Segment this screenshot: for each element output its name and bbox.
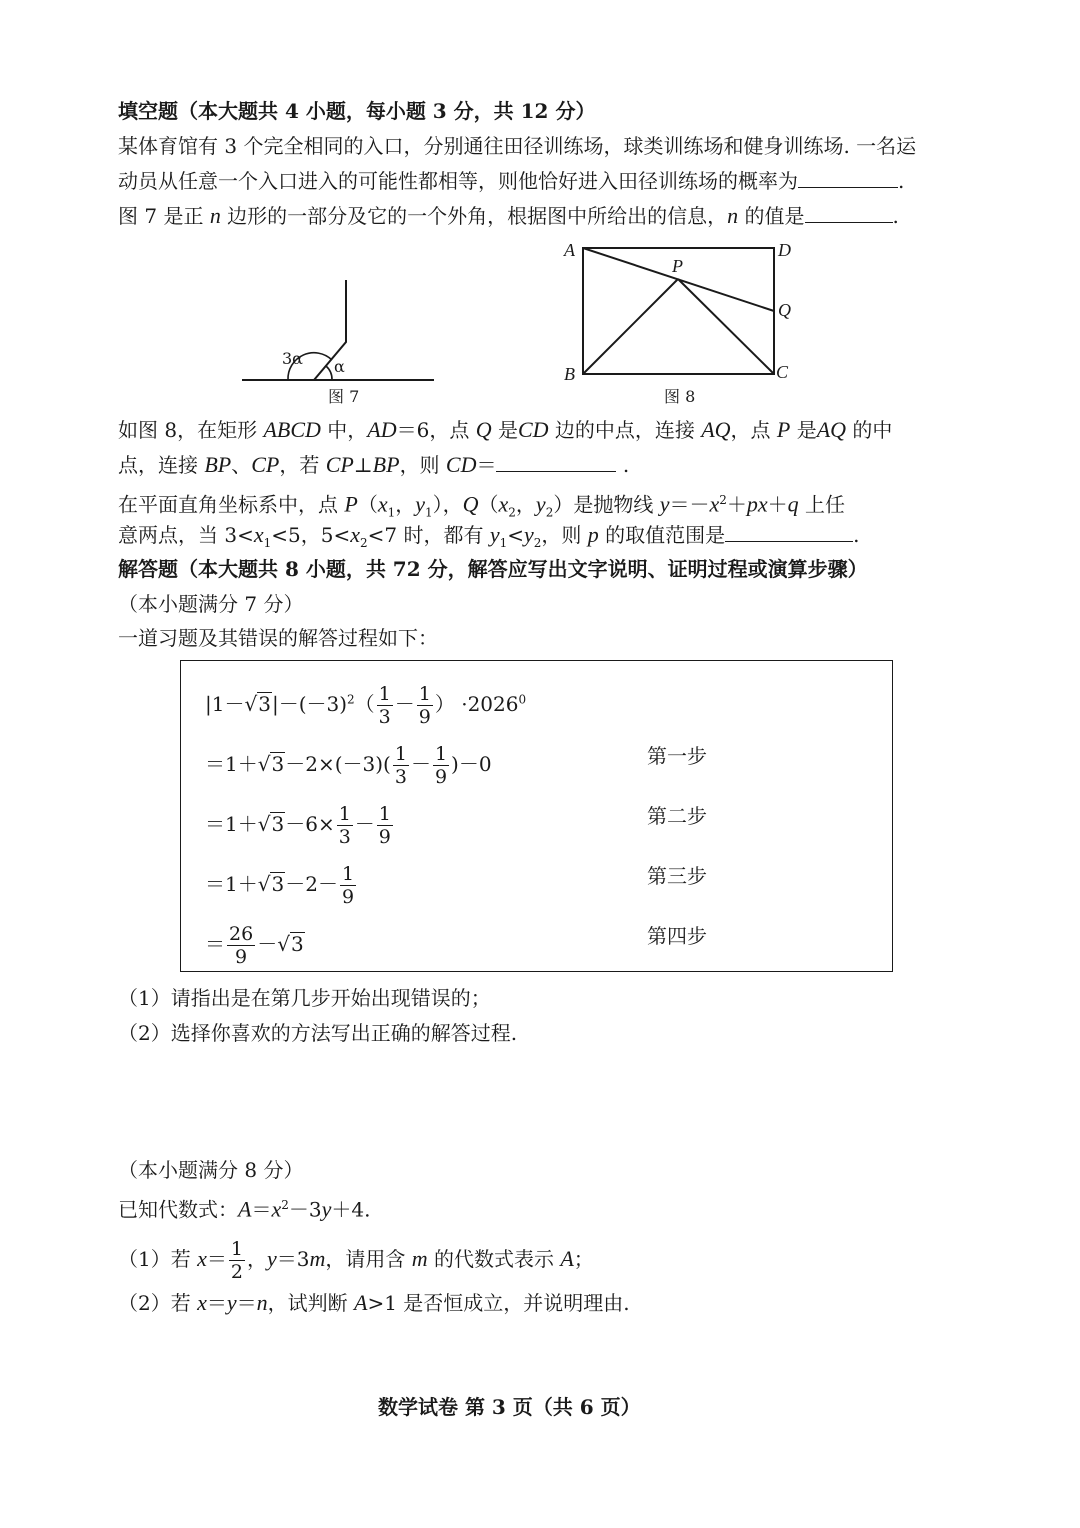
solution-step-4: ＝ $\frac{26}{9}$ －√3 (205, 923, 304, 968)
fig8-segment-bp (583, 279, 678, 374)
fig8-caption: 图 8 (664, 387, 696, 406)
question-3-line-1: 如图 8，在矩形 ABCD 中，AD＝6，点 Q 是CD 边的中点，连接 AQ，点 P 是AQ 的中 (118, 417, 893, 442)
solution-step-1: ＝1＋√3－2×(－3)( $\frac{1}{3}$ － $\frac{1}{9}$ )－0 (205, 743, 492, 788)
answer-blank (496, 453, 616, 472)
fig8-label-q: Q (778, 300, 791, 320)
fig8-label-a: A (564, 240, 575, 260)
question-18-part-2: （2）若 x＝y＝n，试判断 A>1 是否恒成立，并说明理由. (118, 1290, 630, 1315)
answer-blank (725, 523, 853, 542)
question-17-part-2: （2）选择你喜欢的方法写出正确的解答过程. (118, 1021, 518, 1045)
question-18-part-1: （1）若 x＝ $\frac{1}{2}$ ，y＝3m，请用含 m 的代数式表示 A； (118, 1238, 594, 1283)
fig8-label-c: C (776, 362, 789, 382)
fig8-label-d: D (778, 240, 791, 260)
step-label-1: 第一步 (647, 744, 707, 768)
fig7-label-3alpha: 3α (282, 349, 303, 368)
fig7-caption: 图 7 (328, 387, 360, 406)
figure-7 (236, 272, 446, 408)
question-4-line-1: 在平面直角坐标系中，点 $P(x_1$，$y_1$），$Q(x_2$，$y_2$）是抛物线 $y=-x^2+px+q$ 上任 (118, 491, 845, 520)
question-4-line-2: 意两点，当 $3<x_1<5$，$5<x_2<7$ 时，都有 $y_1<y_2$，则 p 的取值范围是 . (118, 522, 860, 550)
step-label-2: 第二步 (647, 804, 707, 828)
question-17-part-1: （1）请指出是在第几步开始出现错误的； (118, 986, 491, 1010)
page-footer: 数学试卷 第 3 页（共 6 页） (378, 1395, 641, 1419)
figure-8 (556, 236, 806, 408)
question-2: 图 7 是正 n 边形的一部分及它的一个外角，根据图中所给出的信息，n 的值是 . (118, 203, 899, 228)
question-1-line-1: 某体育馆有 3 个完全相同的入口，分别通往田径训练场，球类训练场和健身训练场. 一名运 (118, 134, 917, 158)
answer-blank (798, 169, 898, 188)
fig7-arc-small (326, 366, 332, 380)
question-3-line-2: 点，连接 BP、CP，若 CP⊥BP，则 CD＝ . (118, 452, 630, 477)
fig8-label-p: P (672, 256, 683, 276)
solution-step-2: ＝1＋√3－6× $\frac{1}{3}$ － $\frac{1}{9}$ (205, 803, 391, 848)
fig8-label-b: B (564, 364, 575, 384)
question-18-intro: 已知代数式：$A=x^2-3y+4$. (118, 1196, 371, 1222)
answer-blank (805, 204, 893, 223)
fig7-label-alpha: α (334, 357, 345, 376)
answer-section-heading: 解答题（本大题共 8 小题，共 72 分，解答应写出文字说明、证明过程或演算步骤） (118, 557, 868, 581)
question-17-intro: 一道习题及其错误的解答过程如下： (118, 626, 438, 650)
solution-expression: $|1-√3|-(-3)^2$（ $\frac{1}{3}$ － $\frac{1}{9}$ ） $\cdot 2026^0$ (205, 683, 527, 728)
fig8-segment-cp (678, 279, 774, 374)
fill-section-heading: 填空题（本大题共 4 小题，每小题 3 分，共 12 分） (118, 99, 596, 123)
question-1-line-2: 动员从任意一个入口进入的可能性都相等，则他恰好进入田径训练场的概率为 . (118, 169, 905, 193)
step-label-3: 第三步 (647, 864, 707, 888)
solution-box (180, 660, 893, 972)
solution-step-3: ＝1＋√3－2－ $\frac{1}{9}$ (205, 863, 355, 908)
question-18-score: （本小题满分 8 分） (118, 1158, 304, 1182)
question-17-score: （本小题满分 7 分） (118, 592, 304, 616)
step-label-4: 第四步 (647, 924, 707, 948)
